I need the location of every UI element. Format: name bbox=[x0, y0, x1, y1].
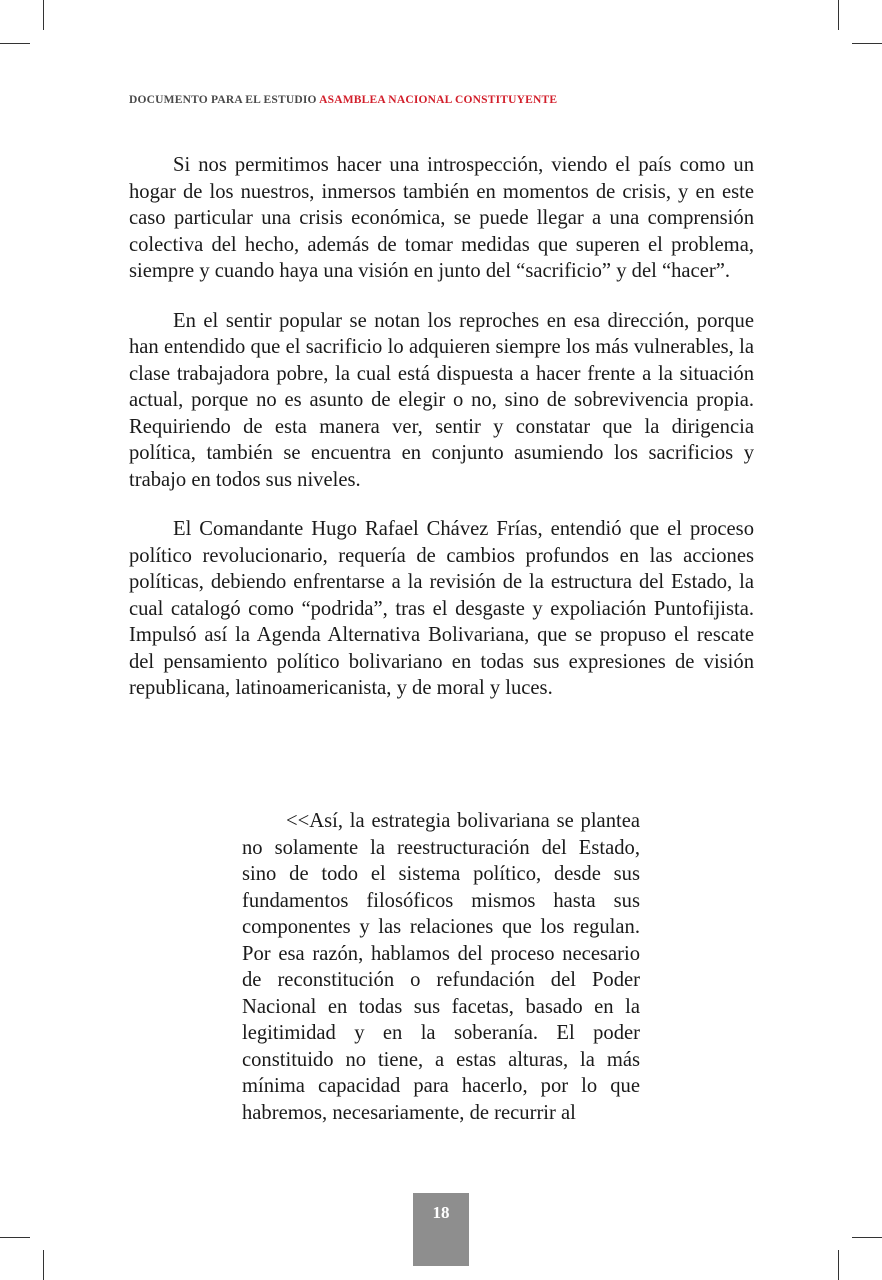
crop-mark-bottom-right-vertical bbox=[838, 1250, 839, 1280]
header-prefix: DOCUMENTO PARA EL ESTUDIO bbox=[129, 94, 320, 106]
running-header bbox=[129, 94, 769, 106]
crop-mark-top-left-vertical bbox=[43, 0, 44, 30]
paragraph-3: El Comandante Hugo Rafael Chávez Frías, entendió que el proceso político revolucionario, requería de cambios profundos en las acciones políticas, debiendo enfrentarse a la revisión de la estructura del Estado, la cual catalogó como “podrida”, tras el desgaste y expoliación Puntofijista. Impulsó así la Agenda Alternativa Bolivariana, que se propuso el rescate del pensamiento político bolivariano en todas sus expresiones de visión republicana, latinoamericanista, y de moral y luces. bbox=[129, 518, 754, 699]
block-quote bbox=[242, 808, 640, 1126]
crop-mark-top-right-vertical bbox=[838, 0, 839, 30]
crop-mark-bottom-right-horizontal bbox=[852, 1237, 882, 1238]
quote-text: <<Así, la estrategia bolivariana se plantea no solamente la reestructuración del Estado, sino de todo el sistema político, desde sus fundamentos filosóficos mismos hasta sus componentes y las relaciones que los regulan. Por esa razón, hablamos del proceso necesario de reconstitución o refundación del Poder Nacional en todas sus facetas, basado en la legitimidad y en la soberanía. El poder constituido no tiene, a estas alturas, la más mínima capacidad para hacerlo, por lo que habremos, necesariamente, de recurrir al bbox=[242, 810, 640, 1124]
crop-mark-bottom-left-vertical bbox=[43, 1250, 44, 1280]
paragraph-2: En el sentir popular se notan los reproches en esa dirección, porque han entendido que el sacrificio lo adquieren siempre los más vulnerables, la clase trabajadora pobre, la cual está dispuesta a hacer frente a la situación actual, porque no es asunto de elegir o no, sino de sobrevivencia propia. Requiriendo de esta manera ver, sentir y constatar que la dirigencia política, también se encuentra en conjunto asumiendo los sacrificios y trabajo en todos sus niveles. bbox=[129, 309, 754, 491]
header-accent: ASAMBLEA NACIONAL CONSTITUYENTE bbox=[319, 94, 558, 106]
paragraph-1: Si nos permitimos hacer una introspección, viendo el país como un hogar de los nuestros, inmersos también en momentos de crisis, y en este caso particular una crisis económica, se puede llegar a una comprensión colectiva del hecho, además de tomar medidas que superen el problema, siempre y cuando haya una visión en junto del “sacrificio” y del “hacer”. bbox=[129, 154, 754, 282]
page-number: 18 bbox=[432, 1203, 450, 1222]
crop-mark-top-left-horizontal bbox=[0, 43, 30, 44]
body-text bbox=[129, 152, 754, 725]
crop-mark-bottom-left-horizontal bbox=[0, 1237, 30, 1238]
crop-mark-top-right-horizontal bbox=[852, 43, 882, 44]
page-number-box bbox=[413, 1193, 469, 1266]
